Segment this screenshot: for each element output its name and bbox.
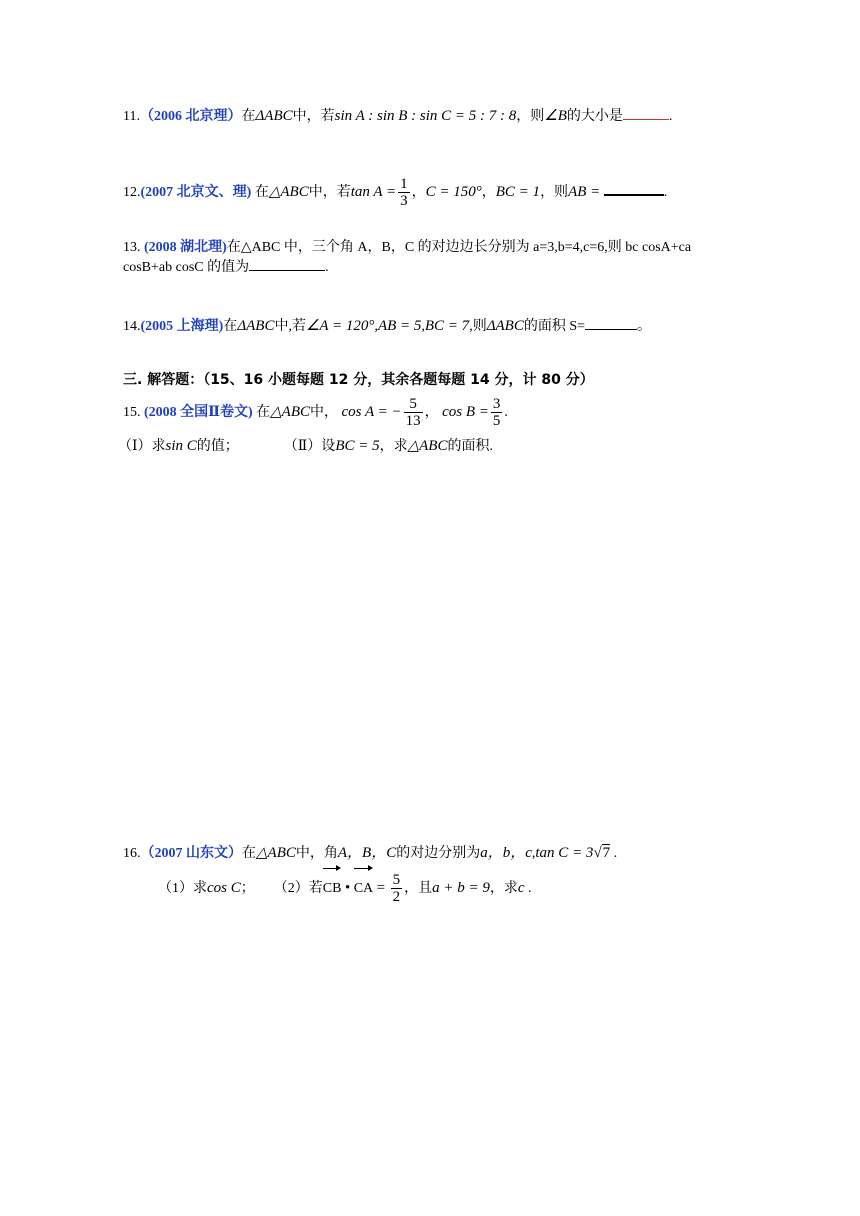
q15-cosB: cos B =: [442, 404, 489, 420]
q12-triangle: △ABC: [268, 184, 309, 200]
q11-end: .: [668, 109, 673, 124]
q12-text: 中，若: [308, 185, 351, 200]
q16-text: 的对边分别为: [396, 846, 481, 861]
q15-part1-tail: 的值；: [196, 439, 239, 454]
q14-angle: ∠A = 120°: [305, 318, 375, 334]
question-16: 16.（2007 山东文）在△ABC中，角A，B，C的对边分别为a，b，c,tan C = 3√7 .: [123, 845, 618, 861]
q16-number: 16.: [123, 846, 141, 861]
q16-c: c: [517, 880, 525, 896]
q12-number: 12.: [123, 185, 141, 200]
q14-ab: AB = 5: [377, 318, 422, 334]
q16-part1-tail: ；: [240, 881, 255, 896]
q16-source: （2007 山东文）: [140, 846, 242, 861]
q15-fraction-b: $\frac{3}{5}$: [492, 396, 501, 430]
q14-answer-blank[interactable]: [585, 317, 637, 330]
q13-end: .: [325, 260, 329, 275]
q16-tan: tan C = 3: [535, 845, 594, 861]
q15-fraction-a: $\frac{5}{13}$: [405, 396, 421, 430]
q16-sum: a + b = 9: [432, 880, 490, 896]
q11-source: （2006 北京理）: [139, 109, 242, 124]
q12-angle-c: C = 150°: [425, 184, 482, 200]
q12-answer-blank[interactable]: [604, 182, 664, 196]
q16-sides: a，b，c: [480, 845, 532, 861]
q14-text: 在: [223, 319, 238, 334]
q12-text: ，则: [540, 185, 569, 200]
q15-part2-tail: 的面积.: [447, 439, 493, 454]
q16-part1-label: （1）求: [158, 881, 207, 896]
question-15: 15. (2008 全国Ⅱ卷文) 在△ABC中， cos A = − $\frac{5}{13}$ ， cos B = $\frac{3}{5}$ .: [123, 396, 508, 430]
section-heading: 三. 解答题：（15、16 小题每题 12 分，其余各题每题 14 分，计 80 分）: [123, 372, 594, 388]
q14-source: (2005 上海理): [140, 319, 224, 334]
q12-tan-expr: tan A =: [350, 184, 397, 200]
q11-triangle: ΔABC: [255, 108, 293, 124]
q15-part1-expr: sin C: [165, 438, 197, 454]
q15-text: 中，: [310, 405, 338, 420]
q14-triangle: ΔABC: [237, 318, 275, 334]
q16-fraction: $\frac{5}{2}$: [392, 872, 401, 906]
question-11: [123, 106, 672, 127]
q12-end: .: [663, 185, 668, 200]
q12-ab: AB =: [568, 184, 601, 200]
question-14: 14.(2005 上海理)在ΔABC中,若∠A = 120°,AB = 5,BC = 7,则ΔABC的面积 S= 。: [123, 318, 652, 334]
q12-bc: BC = 1: [495, 184, 541, 200]
q15-part1-label: （Ⅰ）求: [118, 439, 166, 454]
q12-source: (2007 北京文、理): [140, 185, 252, 200]
question-13: [123, 238, 743, 278]
q13-text-line2: cosB+ab cosC 的值为: [123, 260, 250, 275]
q14-text: ,则: [469, 319, 487, 334]
q16-vars: A，B，C: [337, 845, 397, 861]
q16-eq: =: [376, 880, 386, 896]
q16-part2-label: （2）若: [273, 881, 323, 896]
q11-ratio-expr: sin A : sin B : sin C = 5 : 7 : 8: [334, 108, 517, 124]
q11-text: 在: [241, 109, 256, 124]
q15-text: 在: [256, 405, 271, 420]
q15-part2-expr: BC = 5: [335, 438, 380, 454]
q14-number: 14.: [123, 319, 141, 334]
q14-text: 的面积 S=: [523, 319, 586, 334]
q15-part2-triangle: △ABC: [407, 438, 448, 454]
q13-source: (2008 湖北理): [144, 240, 227, 255]
question-16-parts: [158, 870, 532, 907]
q14-bc: BC = 7: [424, 318, 470, 334]
q11-text: 中，若: [292, 109, 335, 124]
q13-answer-blank[interactable]: [249, 258, 325, 271]
q15-part2-label: （Ⅱ）设: [283, 439, 336, 454]
q16-text: 在: [242, 846, 256, 861]
q13-number: 13.: [123, 240, 141, 255]
q16-vector-ca: CA: [354, 871, 373, 907]
q11-number: 11.: [123, 109, 140, 124]
q15-cosA: cos A = −: [341, 404, 402, 420]
q11-text: 的大小是: [566, 109, 623, 124]
q13-text-line1: 在△ABC 中，三个角 A，B，C 的对边边长分别为 a=3,b=4,c=6,则 bc cosA+ca: [226, 240, 692, 255]
q15-triangle: △ABC: [270, 404, 310, 420]
q16-part2-tail: .: [528, 881, 532, 896]
q16-part2-mid: ，且: [404, 881, 433, 896]
q16-dot: •: [344, 880, 351, 896]
q14-end: 。: [637, 319, 652, 334]
q12-text: 在: [254, 185, 269, 200]
q15-part2-mid: ，求: [379, 439, 408, 454]
q16-text: 中，角: [295, 846, 338, 861]
q15-number: 15.: [123, 405, 141, 420]
question-15-parts: [118, 436, 493, 457]
q11-answer-blank[interactable]: [623, 107, 669, 120]
q16-sqrt: √7: [593, 845, 611, 861]
question-12: 12.(2007 北京文、理) 在△ABC中，若tan A = $\frac{1}{3}$ ，C = 150°，BC = 1，则AB = .: [123, 176, 668, 210]
q16-part1-expr: cos C: [207, 880, 241, 896]
q11-text: ，则: [516, 109, 545, 124]
q14-triangle2: ΔABC: [486, 318, 524, 334]
q15-source: (2008 全国Ⅱ卷文): [144, 405, 253, 420]
q16-triangle: △ABC: [256, 845, 296, 861]
q15-end: .: [504, 405, 508, 420]
q16-part2-end: ，求: [489, 881, 518, 896]
q14-text: 中,若: [274, 319, 306, 334]
q12-fraction: $\frac{1}{3}$: [400, 176, 408, 210]
q11-angle: ∠B: [544, 108, 567, 124]
q16-vector-cb: CB: [323, 871, 342, 907]
q16-end: .: [613, 846, 618, 861]
